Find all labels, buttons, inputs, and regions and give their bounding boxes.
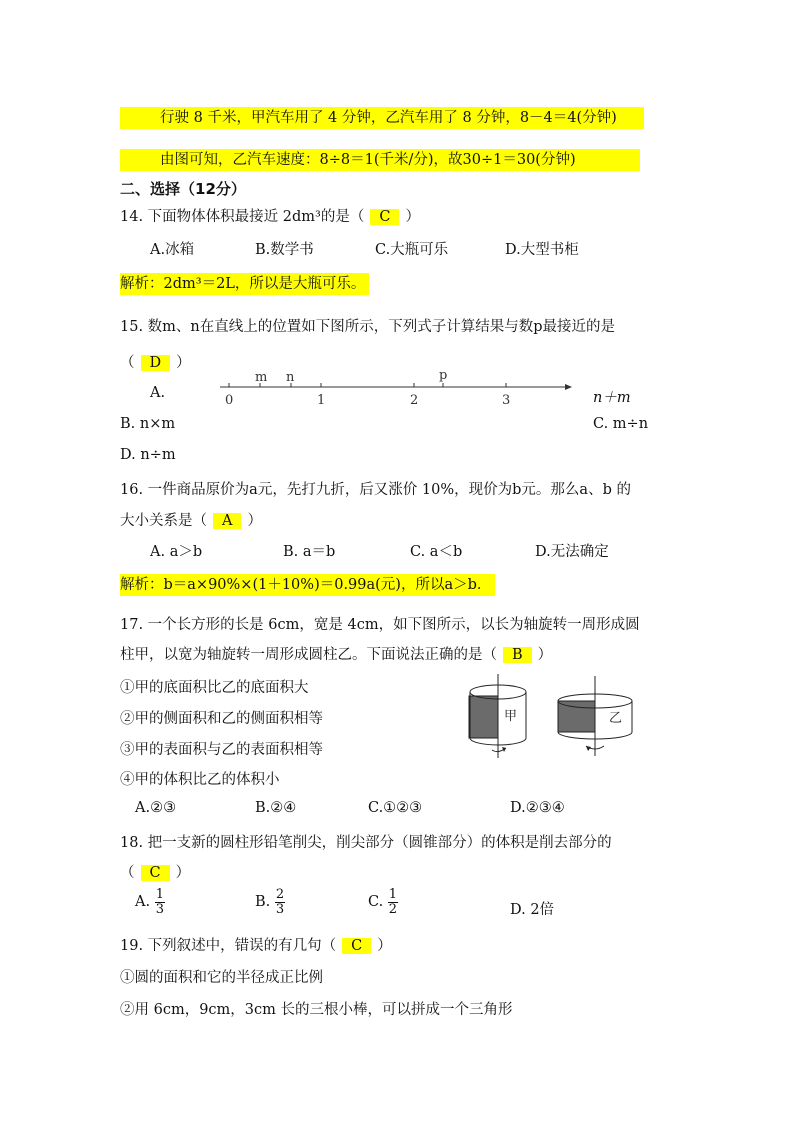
cylinder-yi-rect xyxy=(558,701,595,732)
q17-statement-1: ①甲的底面积比乙的底面积大 xyxy=(120,680,309,696)
q16-stem: 16. 一件商品原价为a元，先打九折，后又涨价 10%，现价为b元。那么a、b 的 xyxy=(120,482,631,498)
solution-line-2-text: 由图可知，乙汽车速度：8÷8＝1(千米/分)，故30÷1＝30(分钟) xyxy=(160,152,576,168)
q18-option-c xyxy=(368,888,398,916)
q18-close: ） xyxy=(175,865,191,881)
q14-option-a: A.冰箱 xyxy=(150,242,195,258)
q18-option-b-label: B. xyxy=(255,894,271,911)
q14-stem xyxy=(120,205,420,226)
q19-statement-1: ①圆的面积和它的半径成正比例 xyxy=(120,970,323,986)
solution-line-1-text: 行驶 8 千米，甲汽车用了 4 分钟，乙汽车用了 8 分钟，8－4＝4(分钟) xyxy=(160,110,617,126)
q17-option-b: B.②④ xyxy=(255,800,297,816)
q15-answer: D xyxy=(141,355,171,371)
q17-text: 柱甲，以宽为轴旋转一周形成圆柱乙。下面说法正确的是（ xyxy=(120,647,497,663)
q14-answer: C xyxy=(370,209,399,225)
q19-text: 19. 下列叙述中，错误的有几句（ xyxy=(120,938,337,954)
q17-option-a: A.②③ xyxy=(135,800,177,816)
tick-label-3: 3 xyxy=(502,393,511,408)
q17-option-d: D.②③④ xyxy=(510,800,565,816)
q17-statement-4: ④甲的体积比乙的体积小 xyxy=(120,772,280,788)
q16-option-a: A. a＞b xyxy=(150,544,203,560)
q14-analysis: 解析：2dm³＝2L，所以是大瓶可乐。 xyxy=(120,273,369,295)
q15-option-a-expr: n＋m xyxy=(593,390,631,406)
section-title: 二、选择（12分） xyxy=(120,180,246,198)
q17-close: ） xyxy=(537,647,553,663)
number-line-arrow xyxy=(565,384,572,390)
tick-label-1: 1 xyxy=(317,393,326,408)
q17-answer-line xyxy=(120,643,552,664)
cylinder-figure xyxy=(462,670,652,762)
q19-stem xyxy=(120,934,392,955)
q15-option-c: C. m÷n xyxy=(593,416,649,432)
q18-option-d: D. 2倍 xyxy=(510,902,555,918)
cylinder-jia-rect xyxy=(469,696,498,738)
q15-open: （ xyxy=(120,355,135,371)
tick-label-2: 2 xyxy=(410,393,419,408)
tick-label-0: 0 xyxy=(225,393,234,408)
q16-option-d: D.无法确定 xyxy=(535,544,609,560)
label-jia: 甲 xyxy=(504,709,518,724)
q18-option-b-fraction: $\frac{2}{3}$ xyxy=(275,887,285,917)
q16-answer-line xyxy=(120,509,262,530)
number-line-figure xyxy=(210,364,580,408)
q15-answer-line xyxy=(120,351,191,372)
q18-open: （ xyxy=(120,865,135,881)
q16-option-c: C. a＜b xyxy=(410,544,463,560)
q16-answer: A xyxy=(213,513,241,529)
q18-answer-line xyxy=(120,861,190,882)
q16-close: ） xyxy=(247,513,262,529)
q18-option-c-fraction: $\frac{1}{2}$ xyxy=(388,887,398,917)
q18-option-a-label: A. xyxy=(135,894,151,911)
q18-option-a xyxy=(135,888,165,916)
q14-text: 14. 下面物体体积最接近 2dm³的是（ xyxy=(120,209,365,225)
cylinder-jia xyxy=(469,674,526,758)
label-yi: 乙 xyxy=(609,711,623,726)
q14-option-c: C.大瓶可乐 xyxy=(375,242,449,258)
q14-option-b: B.数学书 xyxy=(255,242,314,258)
q18-answer: C xyxy=(141,865,170,881)
label-p: p xyxy=(439,368,448,383)
q17-statement-3: ③甲的表面积与乙的表面积相等 xyxy=(120,742,323,758)
label-m: m xyxy=(255,370,268,385)
q16-text: 大小关系是（ xyxy=(120,513,207,529)
q19-statement-2: ②用 6cm，9cm，3cm 长的三根小棒，可以拼成一个三角形 xyxy=(120,1002,513,1018)
q17-answer: B xyxy=(503,647,532,663)
q18-option-c-label: C. xyxy=(368,894,384,911)
solution-line-2 xyxy=(120,149,640,171)
q16-option-b: B. a＝b xyxy=(283,544,336,560)
solution-line-1 xyxy=(120,107,644,129)
q14-option-d: D.大型书柜 xyxy=(505,242,579,258)
q18-option-b xyxy=(255,888,285,916)
q19-close: ） xyxy=(377,938,392,954)
q15-option-b: B. n×m xyxy=(120,416,176,432)
q15-stem: 15. 数m、n在直线上的位置如下图所示，下列式子计算结果与数p最接近的是 xyxy=(120,319,616,335)
q14-close: ） xyxy=(405,209,420,225)
q18-stem: 18. 把一支新的圆柱形铅笔削尖，削尖部分（圆锥部分）的体积是削去部分的 xyxy=(120,835,612,851)
q18-option-a-fraction: $\frac{1}{3}$ xyxy=(155,887,164,917)
label-n: n xyxy=(286,370,295,385)
cylinder-yi xyxy=(558,676,632,756)
q15-option-d: D. n÷m xyxy=(120,447,176,463)
q17-statement-2: ②甲的侧面积和乙的侧面积相等 xyxy=(120,711,323,727)
q17-stem: 17. 一个长方形的长是 6cm，宽是 4cm，如下图所示，以长为轴旋转一周形成圆 xyxy=(120,617,640,633)
q15-close: ） xyxy=(176,355,191,371)
q16-analysis: 解析：b＝a×90%×(1＋10%)＝0.99a(元)，所以a＞b． xyxy=(120,574,495,596)
q17-option-c: C.①②③ xyxy=(368,800,423,816)
q19-answer: C xyxy=(342,938,371,954)
q15-option-a: A. xyxy=(150,385,166,401)
